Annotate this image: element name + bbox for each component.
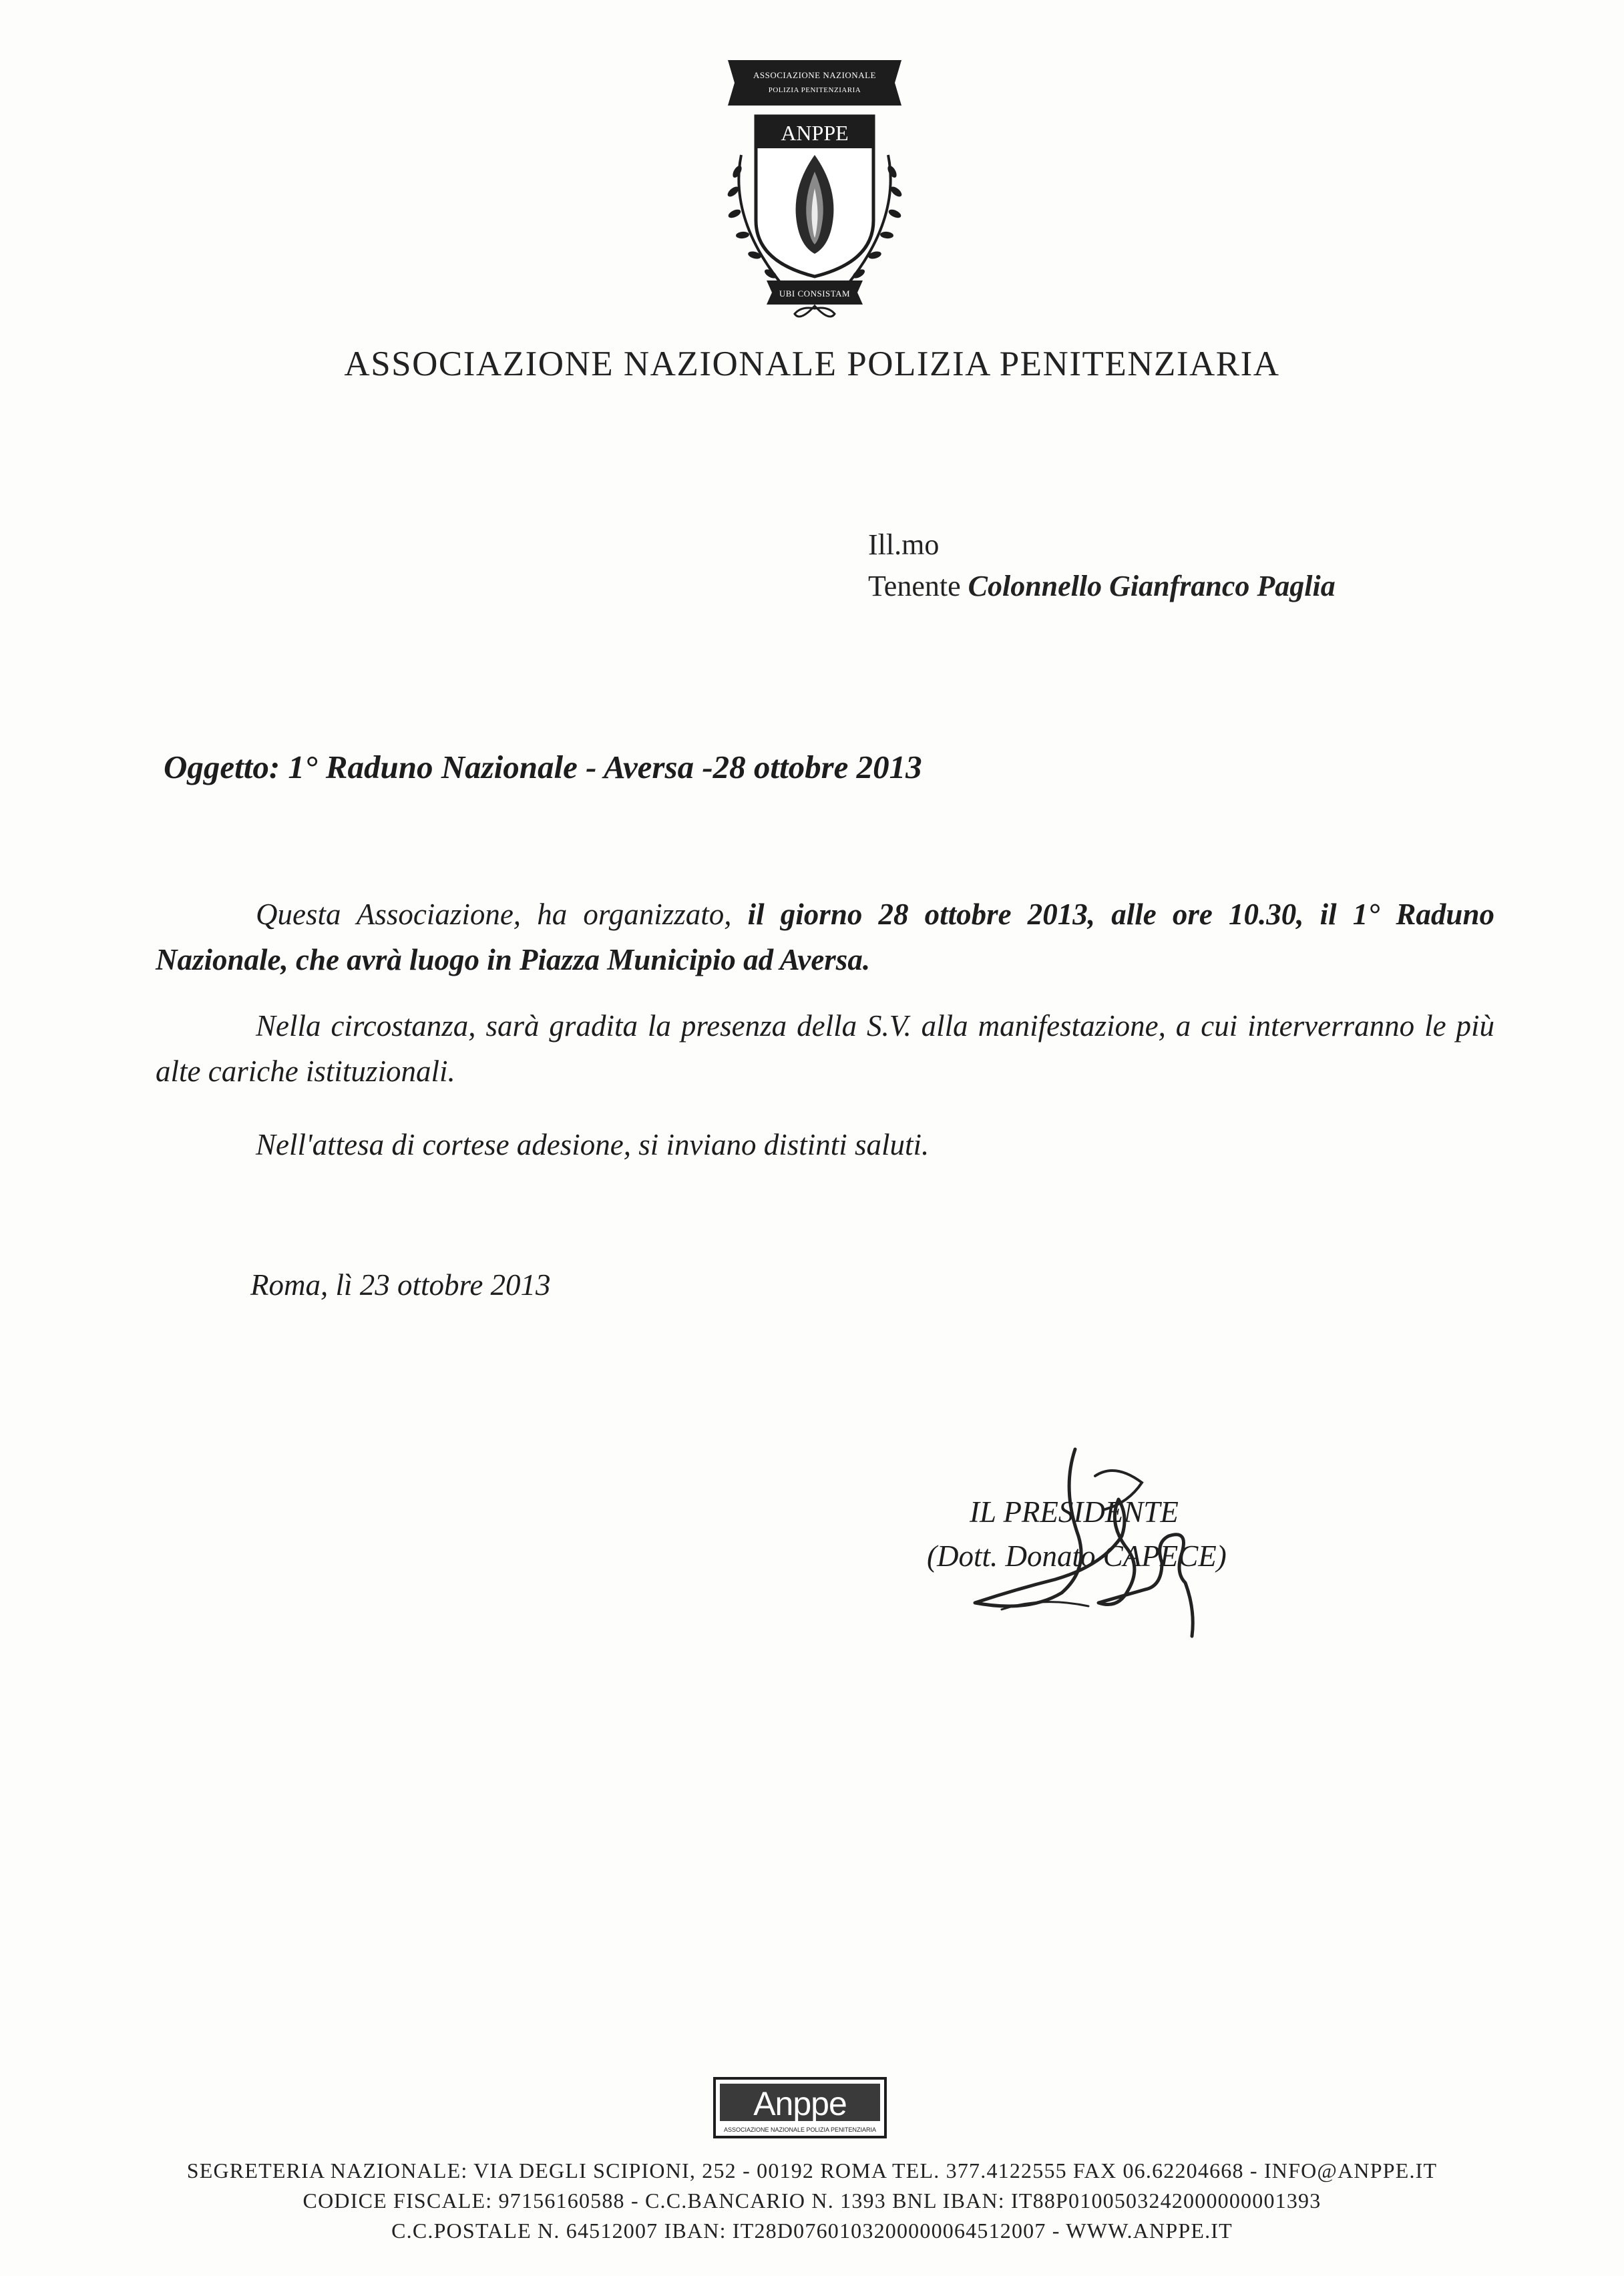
footer-postal-line: C.C.POSTALE N. 64512007 IBAN: IT28D0760103200000064512007 - WWW.ANPPE.IT bbox=[391, 2219, 1233, 2243]
body-paragraph-1-regular: Questa Associazione, ha organizzato, bbox=[256, 898, 732, 931]
body-paragraph-1-bold: il giorno 28 ottobre 2013, alle ore 10.30, il 1° Raduno Nazionale, che avrà luogo in Piazza Municipio ad Aversa. bbox=[156, 898, 1494, 976]
svg-text:ASSOCIAZIONE NAZIONALE POLIZIA: ASSOCIAZIONE NAZIONALE POLIZIA PENITENZIARIA bbox=[723, 2126, 877, 2133]
footer-address-line: SEGRETERIA NAZIONALE: VIA DEGLI SCIPIONI, 252 - 00192 ROMA TEL. 377.4122555 FAX 06.62204668 - INFO@ANPPE.IT bbox=[186, 2158, 1438, 2183]
body-paragraph-3-text: Nell'attesa di cortese adesione, si inviano distinti saluti. bbox=[256, 1128, 930, 1161]
signatory-role: IL PRESIDENTE bbox=[970, 1495, 1179, 1529]
recipient-name: Colonnello Gianfranco Paglia bbox=[968, 570, 1336, 602]
footer-fiscal-line: CODICE FISCALE: 97156160588 - C.C.BANCARIO N. 1393 BNL IBAN: IT88P0100503242000000001393 bbox=[302, 2189, 1322, 2213]
body-paragraph-2-text: Nella circostanza, sarà gradita la presenza della S.V. alla manifestazione, a cui interverranno le più alte cariche istituzionali. bbox=[156, 1009, 1494, 1088]
svg-text:ANPPE: ANPPE bbox=[781, 121, 849, 145]
handwritten-signature bbox=[962, 1436, 1255, 1663]
svg-text:Anppe: Anppe bbox=[753, 2085, 847, 2122]
body-paragraph-1 bbox=[156, 892, 1494, 982]
svg-text:UBI CONSISTAM: UBI CONSISTAM bbox=[779, 289, 851, 299]
footer-anppe-logo bbox=[713, 2077, 887, 2138]
place-and-date: Roma, lì 23 ottobre 2013 bbox=[250, 1268, 551, 1302]
association-crest-logo bbox=[715, 41, 915, 329]
recipient-line bbox=[868, 569, 1336, 603]
signatory-name: (Dott. Donato CAPECE) bbox=[927, 1539, 1227, 1573]
recipient-salutation: Ill.mo bbox=[868, 528, 940, 561]
organization-title: ASSOCIAZIONE NAZIONALE POLIZIA PENITENZIARIA bbox=[344, 345, 1280, 383]
body-paragraph-2 bbox=[156, 1003, 1494, 1094]
svg-text:POLIZIA PENITENZIARIA: POLIZIA PENITENZIARIA bbox=[768, 86, 861, 94]
body-paragraph-3 bbox=[156, 1122, 1494, 1167]
recipient-rank-prefix: Tenente bbox=[868, 570, 961, 602]
letter-subject: Oggetto: 1° Raduno Nazionale - Aversa -28 ottobre 2013 bbox=[164, 749, 922, 785]
svg-text:ASSOCIAZIONE NAZIONALE: ASSOCIAZIONE NAZIONALE bbox=[753, 70, 876, 80]
